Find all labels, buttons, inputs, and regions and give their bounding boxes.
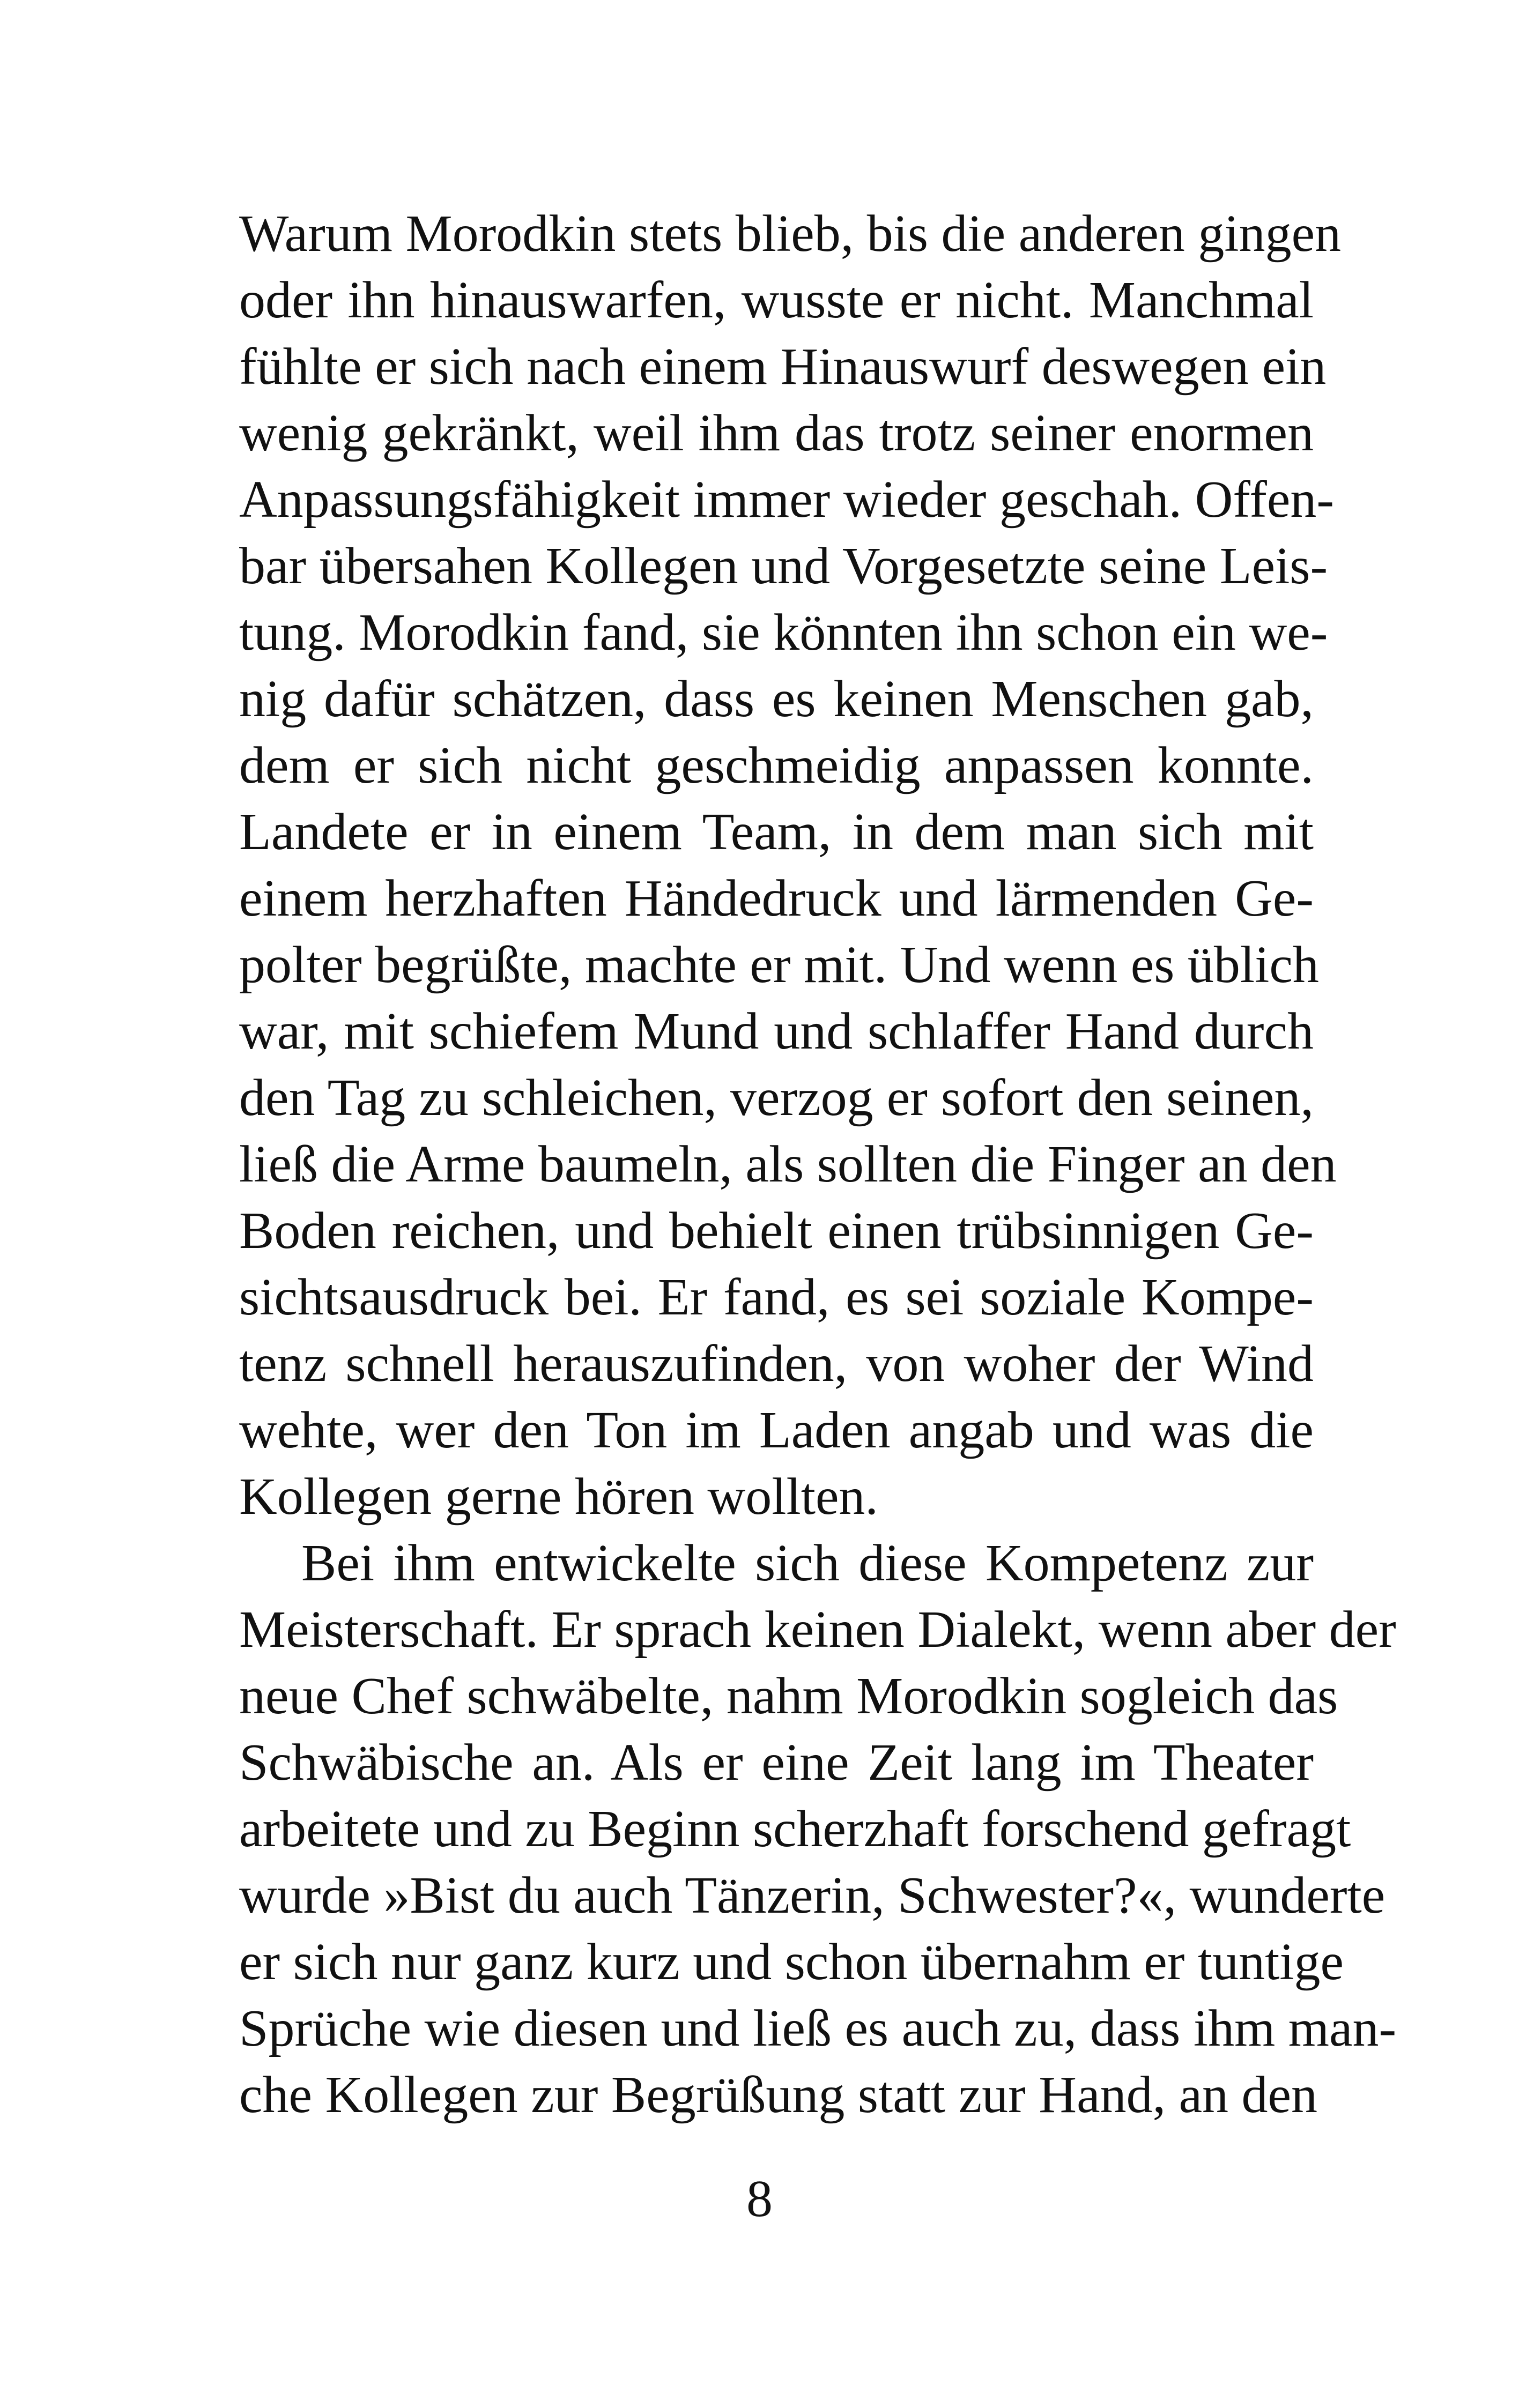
text-line: Sprüche wie diesen und ließ es auch zu, dass ihm man- — [239, 2000, 1397, 2057]
text-line: Boden reichen, und behielt einen trübsinnigen Ge- — [239, 1202, 1314, 1260]
text-line: einem herzhaften Händedruck und lärmenden Ge- — [239, 869, 1314, 927]
text-line: Anpassungsfähigkeit immer wieder geschah. Offen- — [239, 471, 1334, 529]
text-line: Meisterschaft. Er sprach keinen Dialekt, wenn aber der — [239, 1601, 1396, 1659]
text-line: dem er sich nicht geschmeidig anpassen konnte. — [239, 737, 1314, 794]
text-line: Landete er in einem Team, in dem man sich mit — [239, 803, 1314, 861]
text-line: ließ die Arme baumeln, als sollten die Finger an den — [239, 1135, 1337, 1193]
text-line: che Kollegen zur Begrüßung statt zur Hand, an den — [239, 2066, 1318, 2124]
text-line: sichtsausdruck bei. Er fand, es sei soziale Kompe- — [239, 1268, 1314, 1326]
page-number: 8 — [746, 2170, 773, 2228]
text-line: wurde »Bist du auch Tänzerin, Schwester?«, wunderte — [239, 1867, 1385, 1924]
text-line: war, mit schiefem Mund und schlaffer Hand durch — [239, 1002, 1314, 1060]
text-line: polter begrüßte, machte er mit. Und wenn es üblich — [239, 936, 1319, 994]
text-line: arbeitete und zu Beginn scherzhaft forschend gefragt — [239, 1800, 1351, 1858]
text-line: wehte, wer den Ton im Laden angab und was die — [239, 1401, 1314, 1459]
text-line: bar übersahen Kollegen und Vorgesetzte seine Leis- — [239, 537, 1328, 595]
text-line: fühlte er sich nach einem Hinauswurf deswegen ein — [239, 338, 1327, 396]
text-line: wenig gekränkt, weil ihm das trotz seiner enormen — [239, 404, 1314, 462]
text-line: tenz schnell herauszufinden, von woher der Wind — [239, 1335, 1314, 1393]
text-line: tung. Morodkin fand, sie könnten ihn schon ein we- — [239, 604, 1328, 662]
text-line: er sich nur ganz kurz und schon übernahm er tuntige — [239, 1933, 1344, 1991]
text-line: den Tag zu schleichen, verzog er sofort den seinen, — [239, 1069, 1314, 1127]
text-line: Schwäbische an. Als er eine Zeit lang im Theater — [239, 1734, 1314, 1792]
text-line: Warum Morodkin stets blieb, bis die anderen gingen — [239, 205, 1342, 263]
text-line: oder ihn hinauswarfen, wusste er nicht. Manchmal — [239, 271, 1314, 329]
text-line: nig dafür schätzen, dass es keinen Menschen gab, — [239, 670, 1314, 728]
text-line: neue Chef schwäbelte, nahm Morodkin sogleich das — [239, 1667, 1338, 1725]
text-line: Kollegen gerne hören wollten. — [239, 1468, 878, 1526]
text-line: Bei ihm entwickelte sich diese Kompetenz zur — [301, 1534, 1314, 1592]
